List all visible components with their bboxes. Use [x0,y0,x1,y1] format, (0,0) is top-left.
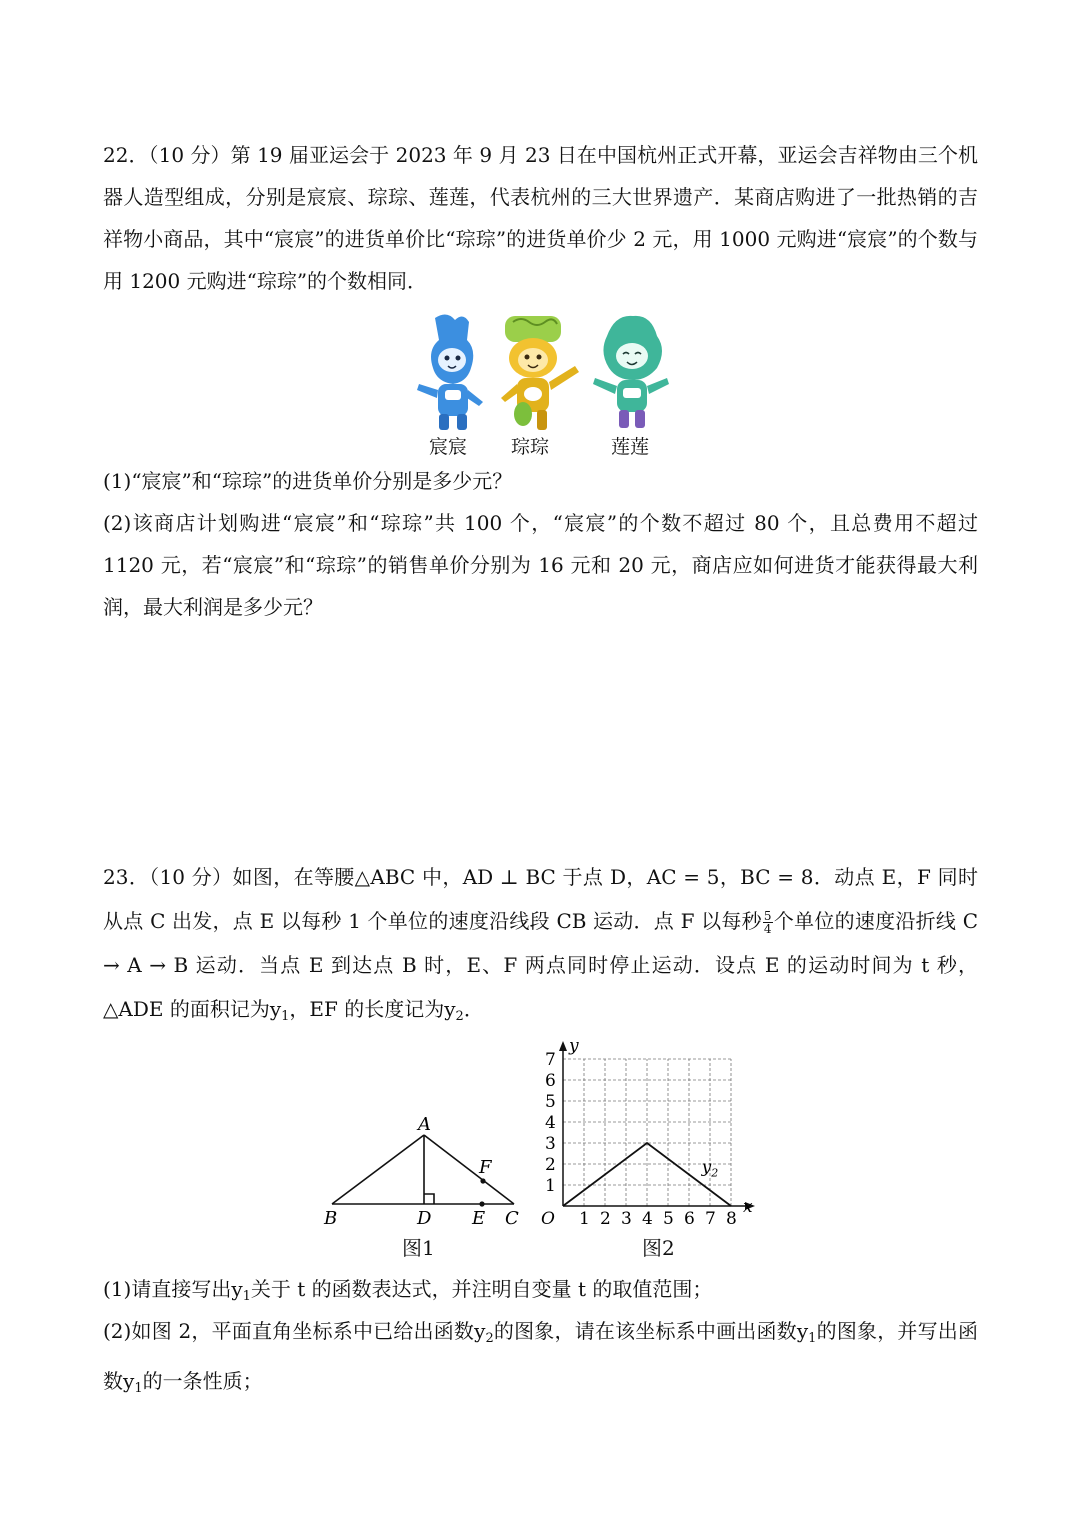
q23-part2-sub3: 1 [134,1381,143,1396]
x-tick-label: 4 [642,1209,653,1229]
question-23-part-2 [103,1310,978,1410]
x-tick-label: 1 [579,1209,590,1229]
mascot-chenchen-image [417,314,483,430]
question-22-stem: 22．（10 分）第 19 届亚运会于 2023 年 9 月 23 日在中国杭州正式开幕，亚运会吉祥物由三个机器人造型组成，分别是宸宸、琮琮、莲莲，代表杭州的三大世界遗产．某商店购进了一批热销的吉祥物小商品，其中“宸宸”的进货单价比“琮琮”的进货单价少 2 元，用 1000 元购进“宸宸”的个数与用 1200 元购进“琮琮”的个数相同． [103,143,978,293]
mascot-lianlian-image [593,316,669,428]
y-tick-label: 6 [545,1071,556,1091]
fraction-numerator: 5 [763,909,772,923]
y-tick-label: 1 [545,1176,556,1196]
curve-label-subscript: 2 [711,1166,719,1180]
figure-2 [535,1030,765,1260]
q23-sub-1: 1 [281,1009,290,1024]
figure-1 [320,1110,530,1260]
y-tick-label: 5 [545,1092,556,1112]
y-tick-label: 2 [545,1155,556,1175]
x-tick-label: 2 [600,1209,611,1229]
y-axis-arrow [559,1041,567,1051]
x-tick-label: 6 [684,1209,695,1229]
x-tick-label: 8 [726,1209,737,1229]
curve-label: $y_2$ [701,1157,719,1180]
label-c: C [505,1208,519,1225]
mascot-name-chenchen: 宸宸 [429,436,468,458]
q23-part1-b: 关于 t 的函数表达式，并注明自变量 t 的取值范围； [250,1277,713,1301]
label-a: A [418,1114,431,1135]
x-axis-label: x [743,1197,753,1217]
speed-fraction [763,910,773,935]
fraction-denominator: 4 [763,922,772,936]
q23-part2-d: 的一条性质； [142,1369,263,1393]
origin-label: O [541,1209,555,1229]
mascot-congcong-image [501,316,579,430]
coordinate-graph [535,1030,765,1230]
x-tick-label: 3 [621,1209,632,1229]
question-22-part-1: (1)“宸宸”和“琮琮”的进货单价分别是多少元？ [103,469,513,493]
q23-part2-sub1: 2 [485,1331,494,1346]
side-ab [332,1135,424,1204]
mascot-figure [405,310,675,460]
q23-part2-b: 的图象，请在该坐标系中画出函数y [493,1319,809,1343]
q23-text-d: ． [463,997,484,1021]
q23-text-c: ，EF 的长度记为y [289,997,456,1021]
side-ac [424,1135,514,1204]
q23-text-a: 23．（10 分）如图，在等腰△ABC 中，AD ⊥ BC 于点 D，AC = 5，BC = 8．动点 E，F 同时从点 C 出发，点 E 以每秒 1 个单位的速度沿线段 CB 运动．点 F 以每秒 [103,865,978,933]
q23-sub-2: 2 [455,1009,464,1024]
label-f: F [479,1157,492,1178]
x-tick-label: 7 [705,1209,716,1229]
triangle-diagram [320,1110,530,1225]
y-axis-label: y [569,1036,579,1056]
y-tick-label: 7 [545,1050,556,1070]
figure-1-caption: 图1 [402,1236,435,1260]
q23-part2-sub2: 1 [808,1331,817,1346]
point-e [479,1201,484,1206]
figure-2-caption: 图2 [642,1236,675,1260]
x-tick-label: 5 [663,1209,674,1229]
mascot-name-lianlian: 莲莲 [611,436,650,458]
mascot-name-congcong: 琮琮 [511,436,550,458]
y-tick-label: 3 [545,1134,556,1154]
q23-part1-sub: 1 [242,1289,251,1304]
question-23-stem [103,855,978,1039]
q23-part2-a: (2)如图 2，平面直角坐标系中已给出函数y [103,1319,486,1343]
label-d: D [417,1208,432,1225]
question-22-part-2: (2)该商店计划购进“宸宸”和“琮琮”共 100 个，“宸宸”的个数不超过 80 个，且总费用不超过 1120 元，若“宸宸”和“琮琮”的销售单价分别为 16 元和 20 元，商店应如何进货才能获得最大利润，最大利润是多少元？ [103,511,978,619]
label-b: B [324,1208,338,1225]
y-tick-label: 4 [545,1113,556,1133]
label-e: E [472,1208,486,1225]
point-f [480,1178,485,1183]
q23-text-b: 个单位的速度沿折线 C → A → B 运动．当点 E 到达点 B 时，E、F 两点同时停止运动．设点 E 的运动时间为 t 秒，△ADE 的面积记为y [103,909,978,1021]
q23-part2-c: 的图象，并写出函数y [103,1319,979,1393]
right-angle-mark [424,1194,434,1204]
q23-part1-a: (1)请直接写出y [103,1277,243,1301]
